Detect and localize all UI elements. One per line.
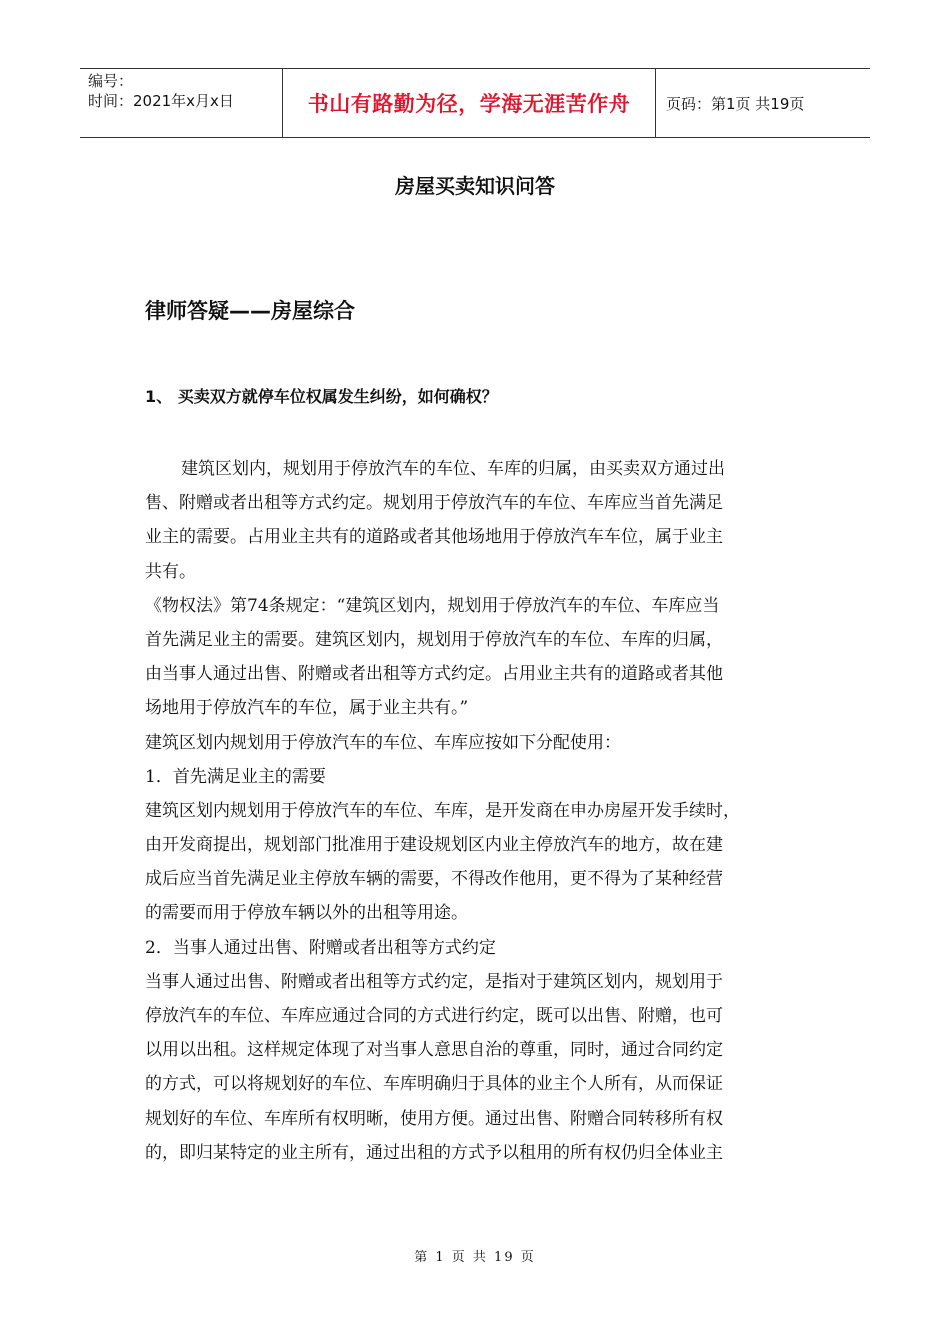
body-line: 1．首先满足业主的需要 xyxy=(145,766,326,787)
body-line: 2．当事人通过出售、附赠或者出租等方式约定 xyxy=(145,937,496,958)
page-footer: 第 1 页 共 19 页 xyxy=(414,1250,536,1265)
body-line: 当事人通过出售、附赠或者出租等方式约定，是指对于建筑区划内，规划用于 xyxy=(145,971,723,992)
body-line: 成后应当首先满足业主停放车辆的需要，不得改作他用，更不得为了某种经营 xyxy=(145,869,723,890)
body-line: 首先满足业主的需要。建筑区划内，规划用于停放汽车的车位、车库的归属， xyxy=(145,629,723,650)
question-heading: 1、 买卖双方就停车位权属发生纠纷，如何确权？ xyxy=(145,387,498,406)
body-line: 由当事人通过出售、附赠或者出租等方式约定。占用业主共有的道路或者其他 xyxy=(145,664,723,685)
body-line: 规划好的车位、车库所有权明晰，使用方便。通过出售、附赠合同转移所有权 xyxy=(145,1108,723,1129)
document-body xyxy=(145,452,810,1170)
body-line: 以用以出租。这样规定体现了对当事人意思自治的尊重，同时，通过合同约定 xyxy=(145,1040,723,1061)
body-line: 的方式，可以将规划好的车位、车库明确归于具体的业主个人所有，从而保证 xyxy=(145,1074,723,1095)
section-title: 律师答疑——房屋综合 xyxy=(145,299,355,323)
time-label: 时间：2021年x月x日 xyxy=(88,92,234,110)
document-title: 房屋买卖知识问答 xyxy=(395,174,555,198)
body-line: 停放汽车的车位、车库应通过合同的方式进行约定，既可以出售、附赠，也可 xyxy=(145,1006,723,1026)
page-header xyxy=(80,68,870,138)
body-line: 建筑区划内，规划用于停放汽车的车位、车库的归属，由买卖双方通过出 xyxy=(181,459,725,479)
number-label: 编号： xyxy=(88,72,134,90)
header-motto: 书山有路勤为径，学海无涯苦作舟 xyxy=(282,69,656,137)
header-meta xyxy=(80,69,282,137)
body-line: 共有。 xyxy=(145,561,196,582)
body-line: 《物权法》第74条规定：“建筑区划内，规划用于停放汽车的车位、车库应当 xyxy=(145,595,720,616)
body-line: 的需要而用于停放车辆以外的出租等用途。 xyxy=(145,903,468,924)
header-page-info: 页码：第1页 共19页 xyxy=(666,94,805,113)
body-line: 业主的需要。占用业主共有的道路或者其他场地用于停放汽车车位，属于业主 xyxy=(145,527,723,548)
body-line: 建筑区划内规划用于停放汽车的车位、车库应按如下分配使用： xyxy=(145,732,621,753)
body-line: 建筑区划内规划用于停放汽车的车位、车库，是开发商在申办房屋开发手续时， xyxy=(145,800,740,821)
body-line: 场地用于停放汽车的车位，属于业主共有。” xyxy=(145,698,469,719)
body-line: 由开发商提出，规划部门批准用于建设规划区内业主停放汽车的地方，故在建 xyxy=(145,835,723,856)
body-line: 的，即归某特定的业主所有，通过出租的方式予以租用的所有权仍归全体业主 xyxy=(145,1142,723,1163)
body-line: 售、附赠或者出租等方式约定。规划用于停放汽车的车位、车库应当首先满足 xyxy=(145,493,723,514)
